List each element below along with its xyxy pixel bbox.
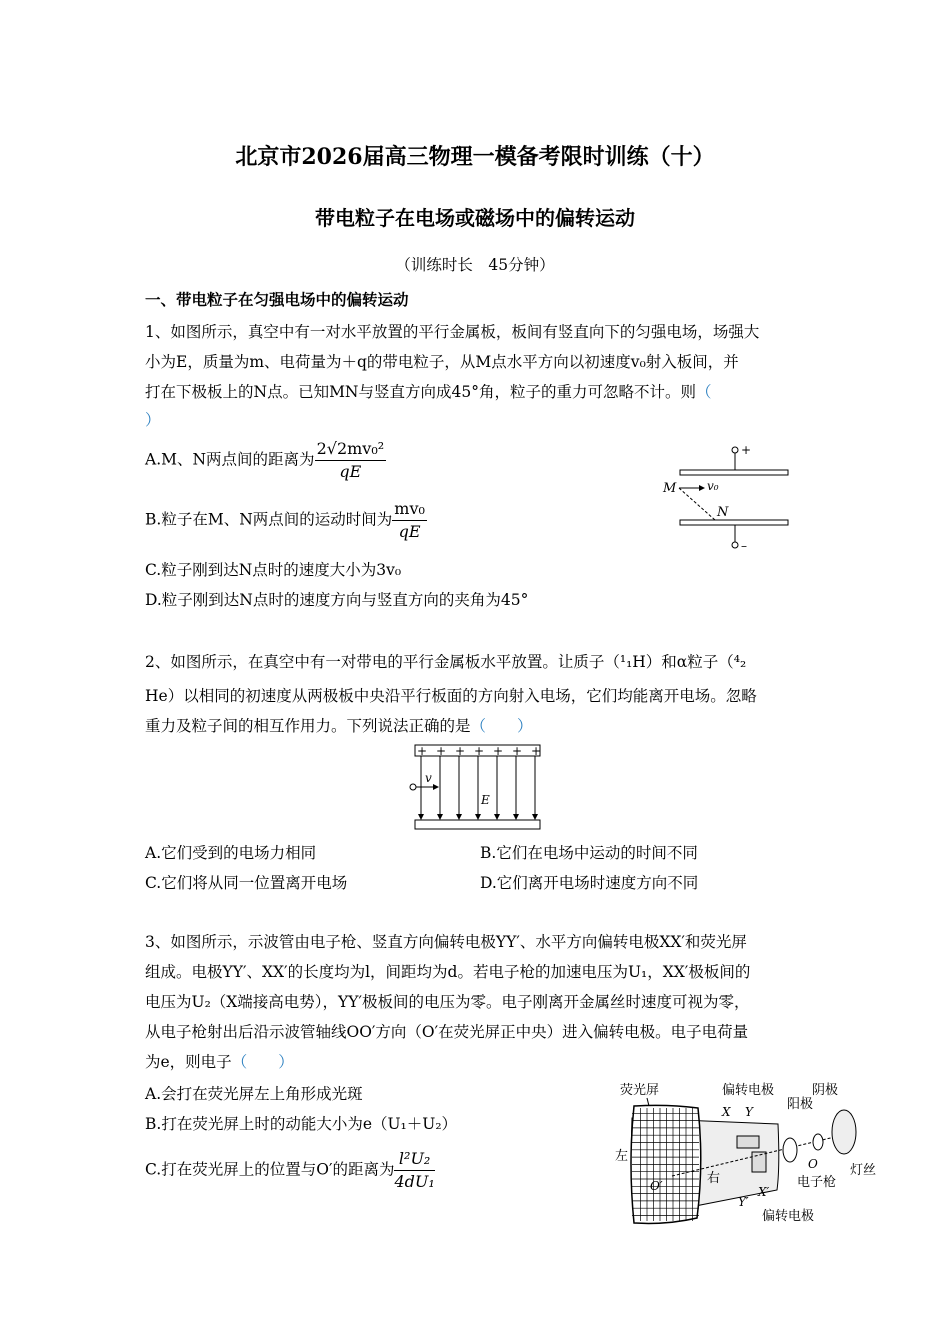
q2-field-arrow	[494, 814, 500, 820]
q3-option-c-numerator: l²U₂	[394, 1148, 434, 1171]
q2-label-v: v	[425, 771, 432, 785]
q2-plus-sign: +	[531, 744, 542, 758]
q3-label-deflect-top: 偏转电极	[722, 1083, 775, 1098]
q1-line3	[145, 382, 712, 402]
q2-field-arrow	[475, 814, 481, 820]
q1-option-b-fraction	[392, 498, 427, 543]
q2-plus-sign: +	[455, 744, 466, 758]
q3-label-screen: 荧光屏	[620, 1083, 660, 1098]
q1-minus-label: –	[741, 539, 747, 553]
q2-field-arrow	[532, 814, 538, 820]
q1-line2: 小为E，质量为m、电荷量为＋q的带电粒子，从M点水平方向以初速度v₀射入板间，并	[145, 353, 739, 371]
q3-option-b: B.打在荧光屏上时的动能大小为e（U₁＋U₂）	[145, 1115, 458, 1133]
q3-label-oprime: O′	[650, 1179, 663, 1193]
q3-label-xprime: X′	[758, 1185, 770, 1199]
q2-line2: He）以相同的初速度从两极板中央沿平行板面的方向射入电场，它们均能离开电场。忽略	[145, 687, 757, 705]
q1-label-m: M	[663, 481, 677, 496]
q1-option-b-text: B.粒子在M、N两点间的运动时间为	[145, 510, 393, 529]
q2-answer-paren: （ ）	[470, 717, 533, 735]
q2-option-c: C.它们将从同一位置离开电场	[145, 874, 348, 892]
q1-option-b	[145, 498, 427, 543]
q2-option-a: A.它们受到的电场力相同	[145, 844, 317, 862]
q2-lower-plate	[415, 820, 540, 829]
q2-field-arrow	[456, 814, 462, 820]
q3-label-right: 右	[707, 1171, 721, 1186]
q2-label-e: E	[481, 793, 490, 807]
q1-label-n: N	[717, 505, 729, 520]
q2-plus-sign: +	[474, 744, 485, 758]
q2-option-d: D.它们离开电场时速度方向不同	[480, 874, 699, 892]
q3-line5-text: 为e，则电子	[145, 1053, 232, 1071]
q3-label-deflect-bottom: 偏转电极	[762, 1209, 815, 1224]
page-title: 北京市2026届高三物理一模备考限时训练（十）	[235, 144, 715, 170]
q1-answer-paren-open: （	[695, 383, 712, 401]
q3-label-yprime: Y′	[738, 1195, 749, 1209]
q1-option-b-denominator: qE	[398, 522, 421, 541]
q3-label-gun: 电子枪	[797, 1175, 837, 1190]
q3-answer-paren: （ ）	[231, 1053, 294, 1071]
q3-x-plate	[752, 1152, 766, 1172]
q3-label-y: Y	[745, 1105, 753, 1119]
q3-label-anode: 阳极	[787, 1097, 814, 1112]
q2-option-b: B.它们在电场中运动的时间不同	[480, 844, 698, 862]
q2-field-arrow	[437, 814, 443, 820]
q3-line3: 电压为U₂（X端接高电势），YY′极板间的电压为零。电子刚离开金属丝时速度可视为零，	[145, 993, 750, 1011]
q1-option-d: D.粒子刚到达N点时的速度方向与竖直方向的夹角为45°	[145, 591, 529, 609]
q1-option-c: C.粒子刚到达N点时的速度大小为3v₀	[145, 561, 402, 579]
q1-line1: 1、如图所示，真空中有一对水平放置的平行金属板，板间有竖直向下的匀强电场，场强大	[145, 323, 760, 341]
q2-line3-text: 重力及粒子间的相互作用力。下列说法正确的是	[145, 717, 471, 735]
q3-cathode-ring	[813, 1134, 823, 1150]
q3-option-c-text: C.打在荧光屏上的位置与O′的距离为	[145, 1160, 395, 1179]
q3-label-left: 左	[615, 1149, 629, 1164]
q1-option-a-numerator: 2√2mv₀²	[315, 438, 387, 461]
q1-option-b-numerator: mv₀	[392, 498, 427, 521]
q3-label-x: X	[722, 1105, 731, 1119]
q1-upper-plate	[680, 470, 788, 475]
q2-plus-sign: +	[436, 744, 447, 758]
q2-plus-sign: +	[417, 744, 428, 758]
section-heading: 一、带电粒子在匀强电场中的偏转运动	[145, 290, 409, 309]
q3-line4: 从电子枪射出后沿示波管轴线OO′方向（O′在荧光屏正中央）进入偏转电极。电子电荷量	[145, 1023, 749, 1041]
q2-figure	[405, 742, 545, 834]
q3-option-c-fraction	[394, 1148, 434, 1193]
q3-y-plate	[737, 1136, 759, 1148]
q3-anode-cylinder	[783, 1138, 797, 1162]
q1-lower-plate	[680, 520, 788, 525]
q1-option-a-fraction	[315, 438, 387, 483]
q1-option-a	[145, 438, 386, 483]
q2-plus-sign: +	[512, 744, 523, 758]
q1-label-v0: v₀	[707, 479, 719, 493]
q2-plus-sign: +	[493, 744, 504, 758]
q1-lower-terminal	[732, 542, 738, 548]
q2-field-arrow	[418, 814, 424, 820]
q3-label-filament: 灯丝	[850, 1163, 877, 1178]
q3-option-c	[145, 1148, 435, 1193]
q3-line1: 3、如图所示，示波管由电子枪、竖直方向偏转电极YY′、水平方向偏转电极XX′和荧光屏	[145, 933, 747, 951]
q2-line1: 2、如图所示，在真空中有一对带电的平行金属板水平放置。让质子（¹₁H）和α粒子（⁴₂	[145, 653, 747, 671]
q1-upper-terminal	[732, 447, 738, 453]
q3-option-c-denominator: 4dU₁	[394, 1172, 435, 1191]
q1-figure	[655, 440, 805, 555]
q2-field-arrow	[513, 814, 519, 820]
training-duration: （训练时长 45分钟）	[395, 256, 555, 274]
q1-option-a-denominator: qE	[339, 462, 362, 481]
q3-line2: 组成。电极YY′、XX′的长度均为l，间距均为d。若电子枪的加速电压为U₁，XX′极板间的	[145, 963, 751, 981]
q2-line3	[145, 716, 533, 736]
q1-answer-paren-close: ）	[145, 411, 161, 429]
q1-line3-text: 打在下极板上的N点。已知MN与竖直方向成45°角，粒子的重力可忽略不计。则	[145, 383, 696, 401]
q3-label-cathode: 阴极	[812, 1083, 839, 1098]
page-subtitle: 带电粒子在电场或磁场中的偏转运动	[315, 206, 635, 230]
q3-label-o: O	[808, 1157, 818, 1171]
q2-entry-point	[410, 784, 416, 790]
q3-line5	[145, 1052, 294, 1072]
q2-arrow-head	[433, 784, 439, 790]
q1-plus-label: +	[741, 443, 752, 457]
q3-tube-end	[832, 1110, 856, 1154]
q3-option-a: A.会打在荧光屏左上角形成光斑	[145, 1085, 363, 1103]
q1-option-a-text: A.M、N两点间的距离为	[145, 450, 315, 469]
q1-arrow-head	[699, 485, 705, 491]
q3-oscilloscope-figure	[612, 1078, 902, 1226]
